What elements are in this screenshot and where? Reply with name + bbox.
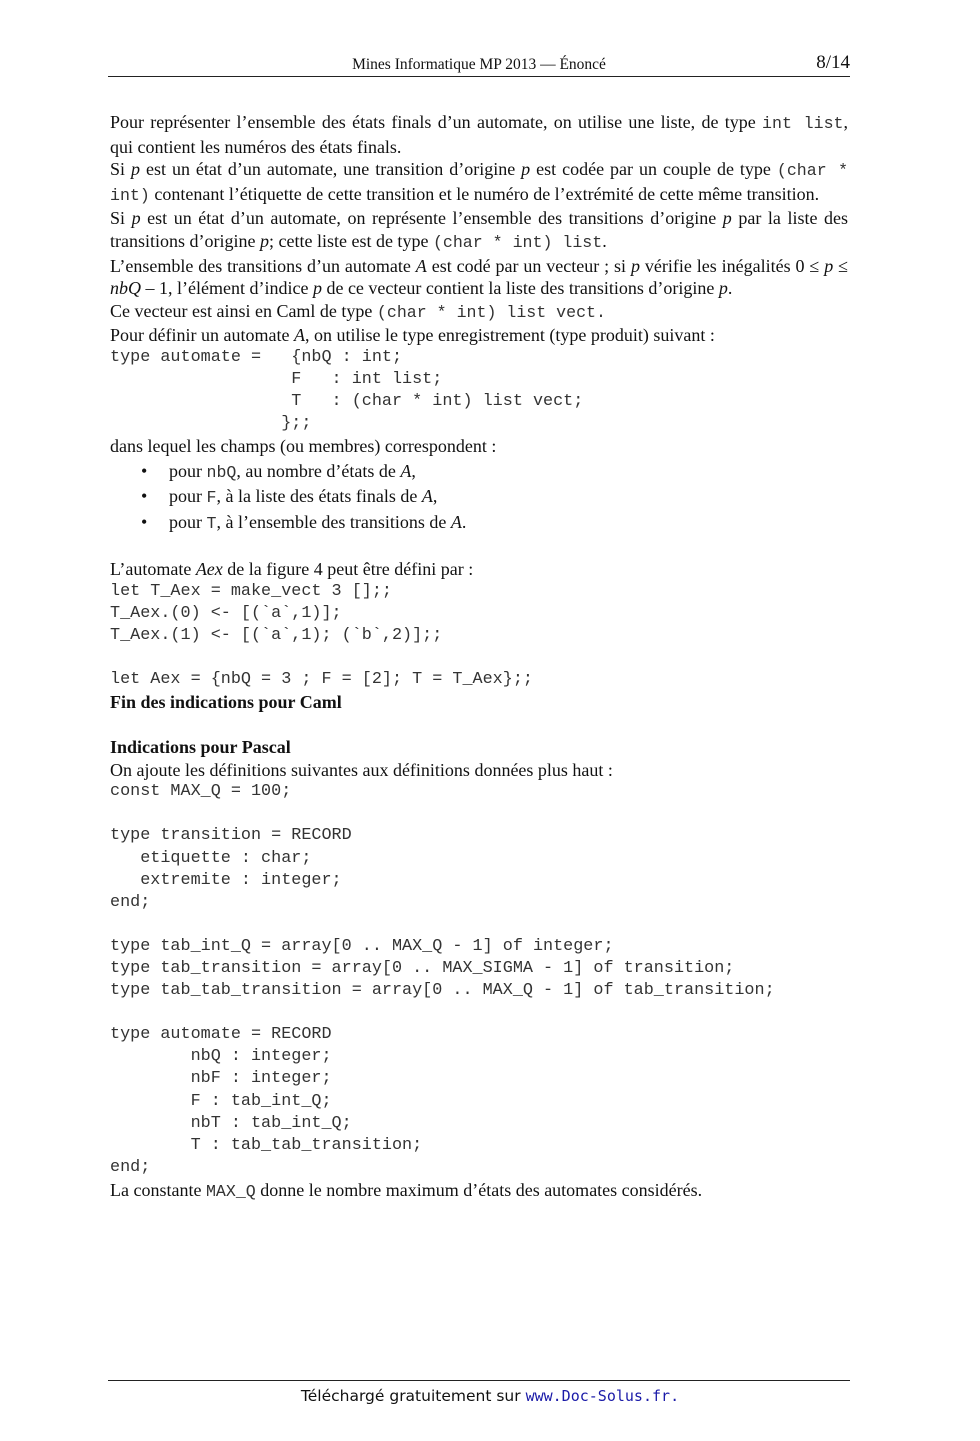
inline-code: int list	[762, 114, 844, 133]
variable: p	[824, 255, 834, 276]
bullet-icon: •	[141, 511, 148, 532]
page-footer	[0, 1387, 980, 1405]
header-title: Mines Informatique MP 2013 — Énoncé	[352, 56, 606, 73]
text: ; cette liste est de type	[268, 230, 429, 251]
pascal-code: const MAX_Q = 100; type transition = RECORD etiquette : char; extremite : integer; end; type tab_int_Q = array[0 .. MAX_Q - 1] of integer; type tab_transition = array[0 .. MAX_SIGMA - 1] of transition; type tab_tab_transition = array[0 .. MAX_Q - 1] of tab_transition; type automate = RECORD nbQ : integer; nbF : integer; F : tab_int_Q; nbT : tab_int_Q; T : tab_tab_transition; end;	[110, 782, 775, 1177]
variable: p	[718, 278, 728, 299]
page-number: 8/14	[816, 52, 850, 73]
variable: p	[131, 159, 140, 180]
paragraph-record-intro	[110, 324, 848, 347]
text: est codée par un couple de type	[536, 159, 771, 180]
text: est un état d’un automate, une transition d’origine	[145, 159, 516, 180]
text: 0 ≤	[795, 255, 820, 276]
text: , qui contient les numéros des états finals.	[110, 112, 848, 157]
fields-list	[110, 460, 848, 537]
inline-code: T	[206, 513, 217, 533]
footer-dot: .	[670, 1387, 680, 1405]
list-item	[110, 511, 848, 537]
text: La constante	[110, 1179, 202, 1200]
bullet-icon: •	[141, 460, 148, 481]
inline-code: (char * int)	[110, 161, 849, 205]
text: L’automate	[110, 559, 192, 580]
variable: A	[450, 511, 462, 532]
list-item	[110, 460, 848, 486]
footer-text: Téléchargé gratuitement sur	[300, 1387, 521, 1405]
bullet-icon: •	[141, 486, 148, 507]
text: donne le nombre maximum d’états des automates considérés.	[260, 1179, 703, 1200]
text: Pour définir un automate	[110, 325, 290, 346]
pascal-intro: On ajoute les définitions suivantes aux définitions données plus haut :	[110, 759, 613, 780]
text: est un état d’un automate, on représente l’ensemble des transitions d’origine	[147, 208, 717, 229]
text: .	[602, 230, 607, 251]
variable: p	[722, 208, 732, 229]
text: pour	[169, 460, 202, 481]
inline-code: MAX_Q	[205, 1181, 256, 1201]
variable: p	[259, 230, 269, 251]
text: de ce vecteur contient la liste des transitions d’origine	[326, 278, 715, 299]
text: ≤	[838, 255, 848, 276]
pascal-heading: Indications pour Pascal	[110, 737, 291, 758]
variable: A	[293, 325, 305, 346]
paragraph-transition-list	[110, 207, 848, 254]
footer-link[interactable]: www.Doc-Solus.fr	[525, 1387, 671, 1405]
text: vérifie les inégalités	[644, 255, 791, 276]
paragraph-vector-type	[110, 300, 848, 325]
text: Ce vecteur est ainsi en Caml de type	[110, 300, 373, 321]
caml-example-code: let T_Aex = make_vect 3 [];; T_Aex.(0) <- [(`a`,1)]; T_Aex.(1) <- [(`a`,1); (`b`,2)];; let Aex = {nbQ = 3 ; F = [2]; T = T_Aex};;	[110, 582, 533, 690]
footer-divider	[108, 1380, 850, 1381]
text: ,	[432, 486, 438, 507]
list-item	[110, 485, 848, 511]
text: Pour représenter l’ensemble des états finals d’un automate, on utilise une liste, de type	[110, 112, 756, 132]
text: pour	[169, 486, 202, 507]
variable: A	[400, 460, 412, 481]
text: , au nombre d’états de	[236, 460, 396, 481]
caml-type-definition: type automate = {nbQ : int; F : int list; T : (char * int) list vect; };;	[110, 347, 584, 434]
paragraph-transition-coding	[110, 158, 848, 207]
text: est codé par un vecteur ; si	[431, 255, 627, 276]
variable: p	[521, 159, 531, 180]
page-header	[108, 52, 850, 77]
spacer	[110, 714, 848, 736]
text: contenant l’étiquette de cette transition et le numéro de l’extrémité de cette même transition.	[154, 183, 820, 204]
paragraph-example-intro	[110, 558, 848, 581]
text: Si	[110, 159, 126, 180]
text: Si	[110, 208, 126, 229]
text: .	[461, 511, 467, 532]
text: pour	[169, 511, 202, 532]
caml-end-heading: Fin des indications pour Caml	[110, 692, 342, 713]
spacer	[110, 536, 848, 558]
inline-code: nbQ	[206, 462, 237, 482]
inline-code: F	[206, 488, 217, 508]
text: , on utilise le type enregistrement (type produit) suivant :	[304, 325, 715, 346]
variable: p	[630, 255, 640, 276]
variable: p	[131, 208, 141, 229]
inline-code: (char * int) list vect.	[376, 302, 606, 322]
variable: nbQ	[110, 278, 141, 299]
text: L’ensemble des transitions d’un automate	[110, 255, 411, 276]
variable: Aex	[195, 559, 223, 580]
text: , à la liste des états finals de	[216, 486, 418, 507]
inline-code: (char * int) list	[432, 232, 603, 252]
text: .	[727, 278, 733, 299]
text: , à l’ensemble des transitions de	[216, 511, 447, 532]
variable: A	[421, 486, 433, 507]
text: de la figure 4 peut être défini par :	[227, 559, 474, 580]
paragraph-final-states	[110, 111, 848, 158]
text: ,	[411, 460, 416, 481]
text: par la liste des transitions d’origine	[110, 208, 849, 251]
paragraph-fields-intro: dans lequel les champs (ou membres) correspondent :	[110, 436, 497, 457]
variable: p	[312, 278, 322, 299]
variable: A	[415, 255, 427, 276]
page-content	[110, 111, 848, 1204]
text: – 1, l’élément d’indice	[145, 278, 309, 299]
paragraph-max-q	[110, 1179, 848, 1204]
paragraph-vector	[110, 255, 848, 300]
